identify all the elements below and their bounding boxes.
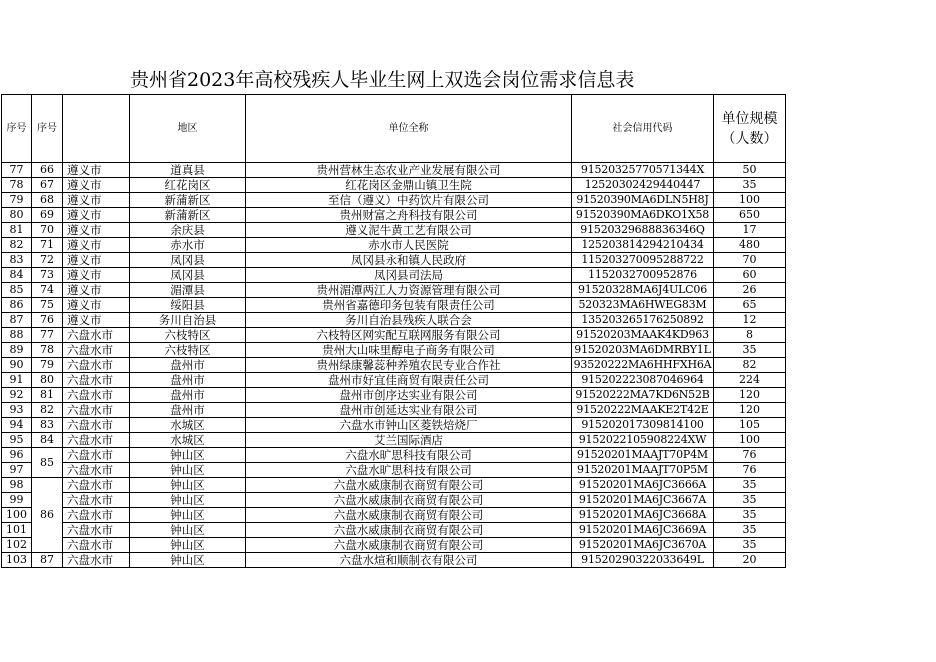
row-index-1: 82 — [2, 238, 32, 253]
row-org-size: 70 — [714, 253, 786, 268]
table-row — [2, 223, 786, 238]
row-index-2: 80 — [32, 373, 63, 388]
row-org-name: 六盘水煊和顺制衣有限公司 — [246, 553, 572, 568]
row-credit-code: 91520222MA7KD6N52B — [572, 388, 714, 403]
table-row — [2, 313, 786, 328]
table-row — [2, 298, 786, 313]
row-district: 余庆县 — [130, 223, 246, 238]
row-index-2: 77 — [32, 328, 63, 343]
row-district: 新蒲新区 — [130, 208, 246, 223]
row-org-size: 8 — [714, 328, 786, 343]
row-city: 遵义市 — [63, 208, 130, 223]
row-city: 六盘水市 — [63, 403, 130, 418]
row-org-name: 盘州市好宜佳商贸有限责任公司 — [246, 373, 572, 388]
row-org-size: 35 — [714, 508, 786, 523]
table-row — [2, 373, 786, 388]
row-org-name: 贵州财富之舟科技有限公司 — [246, 208, 572, 223]
row-index-1: 85 — [2, 283, 32, 298]
header-index-1: 序号 — [2, 95, 32, 163]
row-index-2: 66 — [32, 163, 63, 178]
row-city: 六盘水市 — [63, 538, 130, 553]
row-org-size: 35 — [714, 523, 786, 538]
row-district: 凤冈县 — [130, 253, 246, 268]
row-index-2: 82 — [32, 403, 63, 418]
row-org-size: 120 — [714, 403, 786, 418]
row-index-2: 76 — [32, 313, 63, 328]
row-org-size: 60 — [714, 268, 786, 283]
table-row — [2, 463, 786, 478]
table-row — [2, 448, 786, 463]
row-district: 钟山区 — [130, 493, 246, 508]
row-org-size: 50 — [714, 163, 786, 178]
row-index-1: 77 — [2, 163, 32, 178]
row-index-1: 103 — [2, 553, 32, 568]
row-org-size: 480 — [714, 238, 786, 253]
row-index-2: 69 — [32, 208, 63, 223]
row-org-name: 盘州市创延达实业有限公司 — [246, 403, 572, 418]
row-district: 盘州市 — [130, 373, 246, 388]
row-org-name: 凤冈县司法局 — [246, 268, 572, 283]
row-org-size: 35 — [714, 478, 786, 493]
row-district: 绥阳县 — [130, 298, 246, 313]
row-credit-code: 91520201MAAJT70P5M — [572, 463, 714, 478]
header-org-size: 单位规模（人数） — [714, 95, 786, 163]
row-credit-code: 91520390MA6DLN5H8J — [572, 193, 714, 208]
row-index-1: 94 — [2, 418, 32, 433]
table-row — [2, 508, 786, 523]
row-org-name: 六盘水威康制衣商贸有限公司 — [246, 478, 572, 493]
row-org-name: 六盘水威康制衣商贸有限公司 — [246, 523, 572, 538]
row-credit-code: 91520328MA6J4ULC06 — [572, 283, 714, 298]
table-row — [2, 433, 786, 448]
row-city: 六盘水市 — [63, 478, 130, 493]
row-credit-code: 91520201MA6JC3667A — [572, 493, 714, 508]
row-credit-code: 91520290322033649L — [572, 553, 714, 568]
row-org-size: 105 — [714, 418, 786, 433]
row-city: 六盘水市 — [63, 508, 130, 523]
row-district: 道真县 — [130, 163, 246, 178]
row-district: 新蒲新区 — [130, 193, 246, 208]
row-org-name: 六盘水威康制衣商贸有限公司 — [246, 493, 572, 508]
row-credit-code: 115203270095288722 — [572, 253, 714, 268]
row-credit-code: 91520222MAAKE2T42E — [572, 403, 714, 418]
row-index-1: 91 — [2, 373, 32, 388]
row-index-1: 90 — [2, 358, 32, 373]
row-org-size: 76 — [714, 463, 786, 478]
row-city: 遵义市 — [63, 163, 130, 178]
row-city: 遵义市 — [63, 238, 130, 253]
row-index-2: 70 — [32, 223, 63, 238]
row-org-size: 12 — [714, 313, 786, 328]
row-district: 红花岗区 — [130, 178, 246, 193]
row-credit-code: 93520222MA6HHFXH6A — [572, 358, 714, 373]
row-credit-code: 9152022105908224XW — [572, 433, 714, 448]
row-district: 钟山区 — [130, 463, 246, 478]
row-org-size: 35 — [714, 343, 786, 358]
row-org-size: 100 — [714, 433, 786, 448]
row-index-1: 78 — [2, 178, 32, 193]
row-city: 六盘水市 — [63, 448, 130, 463]
row-credit-code: 12520302429440447 — [572, 178, 714, 193]
row-district: 钟山区 — [130, 538, 246, 553]
row-district: 水城区 — [130, 433, 246, 448]
row-city: 六盘水市 — [63, 418, 130, 433]
row-district: 湄潭县 — [130, 283, 246, 298]
row-index-2: 78 — [32, 343, 63, 358]
row-index-1: 97 — [2, 463, 32, 478]
row-credit-code: 1152032700952876 — [572, 268, 714, 283]
row-credit-code: 91520203MAAK4KD963 — [572, 328, 714, 343]
header-org-name: 单位全称 — [246, 95, 572, 163]
row-district: 六枝特区 — [130, 328, 246, 343]
row-credit-code: 91520325770571344X — [572, 163, 714, 178]
row-index-2: 75 — [32, 298, 63, 313]
row-index-1: 92 — [2, 388, 32, 403]
row-city: 六盘水市 — [63, 343, 130, 358]
row-index-2: 79 — [32, 358, 63, 373]
table-row — [2, 478, 786, 493]
row-org-name: 六盘水威康制衣商贸有限公司 — [246, 508, 572, 523]
table-row — [2, 418, 786, 433]
row-credit-code: 91520201MA6JC3669A — [572, 523, 714, 538]
row-index-2: 71 — [32, 238, 63, 253]
table-header-row — [2, 95, 786, 163]
row-org-size: 17 — [714, 223, 786, 238]
table-row — [2, 358, 786, 373]
row-org-size: 224 — [714, 373, 786, 388]
row-city: 六盘水市 — [63, 358, 130, 373]
row-district: 钟山区 — [130, 508, 246, 523]
row-org-size: 650 — [714, 208, 786, 223]
row-index-1: 87 — [2, 313, 32, 328]
row-district: 钟山区 — [130, 523, 246, 538]
row-credit-code: 520323MA6HWEG83M — [572, 298, 714, 313]
row-org-size: 76 — [714, 448, 786, 463]
row-city: 遵义市 — [63, 193, 130, 208]
row-org-name: 凤冈县永和镇人民政府 — [246, 253, 572, 268]
row-city: 六盘水市 — [63, 493, 130, 508]
page-title: 贵州省2023年高校残疾人毕业生网上双选会岗位需求信息表 — [130, 69, 635, 91]
row-credit-code: 91520201MA6JC3666A — [572, 478, 714, 493]
row-district: 盘州市 — [130, 388, 246, 403]
row-district: 盘州市 — [130, 358, 246, 373]
row-city: 遵义市 — [63, 298, 130, 313]
row-org-name: 红花岗区金鼎山镇卫生院 — [246, 178, 572, 193]
row-city: 六盘水市 — [63, 388, 130, 403]
header-blank — [63, 95, 130, 163]
row-credit-code: 91520201MAAJT70P4M — [572, 448, 714, 463]
row-district: 赤水市 — [130, 238, 246, 253]
row-city: 六盘水市 — [63, 373, 130, 388]
header-region: 地区 — [130, 95, 246, 163]
header-credit-code: 社会信用代码 — [572, 95, 714, 163]
table-row — [2, 403, 786, 418]
row-district: 钟山区 — [130, 553, 246, 568]
table-row — [2, 523, 786, 538]
row-district: 凤冈县 — [130, 268, 246, 283]
row-city: 遵义市 — [63, 268, 130, 283]
row-district: 务川自治县 — [130, 313, 246, 328]
row-city: 遵义市 — [63, 178, 130, 193]
row-city: 遵义市 — [63, 253, 130, 268]
row-index-2: 68 — [32, 193, 63, 208]
row-org-name: 贵州营林生态农业产业发展有限公司 — [246, 163, 572, 178]
row-org-size: 35 — [714, 538, 786, 553]
table-row — [2, 208, 786, 223]
row-credit-code: 91520329688836346Q — [572, 223, 714, 238]
row-index-1: 80 — [2, 208, 32, 223]
row-org-size: 65 — [714, 298, 786, 313]
row-district: 水城区 — [130, 418, 246, 433]
header-index-2: 序号 — [32, 95, 63, 163]
row-index-1: 84 — [2, 268, 32, 283]
row-index-1: 79 — [2, 193, 32, 208]
row-org-size: 35 — [714, 493, 786, 508]
row-index-1: 81 — [2, 223, 32, 238]
row-city: 六盘水市 — [63, 328, 130, 343]
row-org-name: 六盘水威康制衣商贸有限公司 — [246, 538, 572, 553]
row-org-name: 艾兰国际酒店 — [246, 433, 572, 448]
row-credit-code: 91520201MA6JC3670A — [572, 538, 714, 553]
job-demand-table — [1, 94, 786, 568]
row-index-1: 96 — [2, 448, 32, 463]
row-org-name: 贵州省嘉德印务包装有限责任公司 — [246, 298, 572, 313]
row-index-1: 89 — [2, 343, 32, 358]
row-org-name: 六盘水旷思科技有限公司 — [246, 448, 572, 463]
row-index-2: 84 — [32, 433, 63, 448]
row-city: 六盘水市 — [63, 523, 130, 538]
row-city: 遵义市 — [63, 223, 130, 238]
row-credit-code: 91520201MA6JC3668A — [572, 508, 714, 523]
row-index-2: 73 — [32, 268, 63, 283]
row-index-1: 98 — [2, 478, 32, 493]
table-row — [2, 193, 786, 208]
row-org-name: 遵义泥牛黄工艺有限公司 — [246, 223, 572, 238]
row-org-name: 赤水市人民医院 — [246, 238, 572, 253]
row-index-1: 86 — [2, 298, 32, 313]
table-row — [2, 553, 786, 568]
row-org-name: 六盘水旷思科技有限公司 — [246, 463, 572, 478]
row-org-size: 82 — [714, 358, 786, 373]
row-index-1: 83 — [2, 253, 32, 268]
row-index-1: 100 — [2, 508, 32, 523]
row-org-name: 六盘水市钟山区菱铁焙烧厂 — [246, 418, 572, 433]
row-index-2: 86 — [32, 478, 63, 553]
row-district: 六枝特区 — [130, 343, 246, 358]
row-index-1: 99 — [2, 493, 32, 508]
row-org-size: 26 — [714, 283, 786, 298]
row-credit-code: 915202017309814100 — [572, 418, 714, 433]
row-city: 六盘水市 — [63, 553, 130, 568]
table-row — [2, 343, 786, 358]
row-credit-code: 91520390MA6DKO1X58 — [572, 208, 714, 223]
row-index-2: 67 — [32, 178, 63, 193]
row-city: 六盘水市 — [63, 463, 130, 478]
row-org-name: 贵州大山味里醇电子商务有限公司 — [246, 343, 572, 358]
row-city: 遵义市 — [63, 313, 130, 328]
table-row — [2, 253, 786, 268]
table-row — [2, 328, 786, 343]
row-org-name: 至信（遵义）中药饮片有限公司 — [246, 193, 572, 208]
row-org-name: 贵州湄潭两江人力资源管理有限公司 — [246, 283, 572, 298]
row-city: 六盘水市 — [63, 433, 130, 448]
row-index-2: 74 — [32, 283, 63, 298]
row-index-1: 88 — [2, 328, 32, 343]
table-row — [2, 388, 786, 403]
row-index-2: 83 — [32, 418, 63, 433]
table-row — [2, 178, 786, 193]
row-district: 盘州市 — [130, 403, 246, 418]
table-row — [2, 283, 786, 298]
row-index-1: 101 — [2, 523, 32, 538]
row-city: 遵义市 — [63, 283, 130, 298]
table-row — [2, 268, 786, 283]
table-row — [2, 238, 786, 253]
row-org-size: 35 — [714, 178, 786, 193]
row-org-name: 六枝特区网实配互联网服务有限公司 — [246, 328, 572, 343]
row-district: 钟山区 — [130, 448, 246, 463]
row-district: 钟山区 — [130, 478, 246, 493]
row-org-name: 贵州绿康馨蕊种养殖农民专业合作社 — [246, 358, 572, 373]
row-org-size: 120 — [714, 388, 786, 403]
table-row — [2, 538, 786, 553]
table-row — [2, 493, 786, 508]
row-org-name: 盘州市创序达实业有限公司 — [246, 388, 572, 403]
row-credit-code: 135203265176250892 — [572, 313, 714, 328]
row-credit-code: 125203814294210434 — [572, 238, 714, 253]
row-index-2: 72 — [32, 253, 63, 268]
row-index-2: 85 — [32, 448, 63, 478]
row-index-2: 81 — [32, 388, 63, 403]
row-index-1: 93 — [2, 403, 32, 418]
row-org-name: 务川自治县残疾人联合会 — [246, 313, 572, 328]
row-credit-code: 91520203MA6DMRBY1L — [572, 343, 714, 358]
row-org-size: 20 — [714, 553, 786, 568]
row-index-1: 95 — [2, 433, 32, 448]
table-row — [2, 163, 786, 178]
row-credit-code: 915202223087046964 — [572, 373, 714, 388]
row-index-1: 102 — [2, 538, 32, 553]
row-index-2: 87 — [32, 553, 63, 568]
row-org-size: 100 — [714, 193, 786, 208]
